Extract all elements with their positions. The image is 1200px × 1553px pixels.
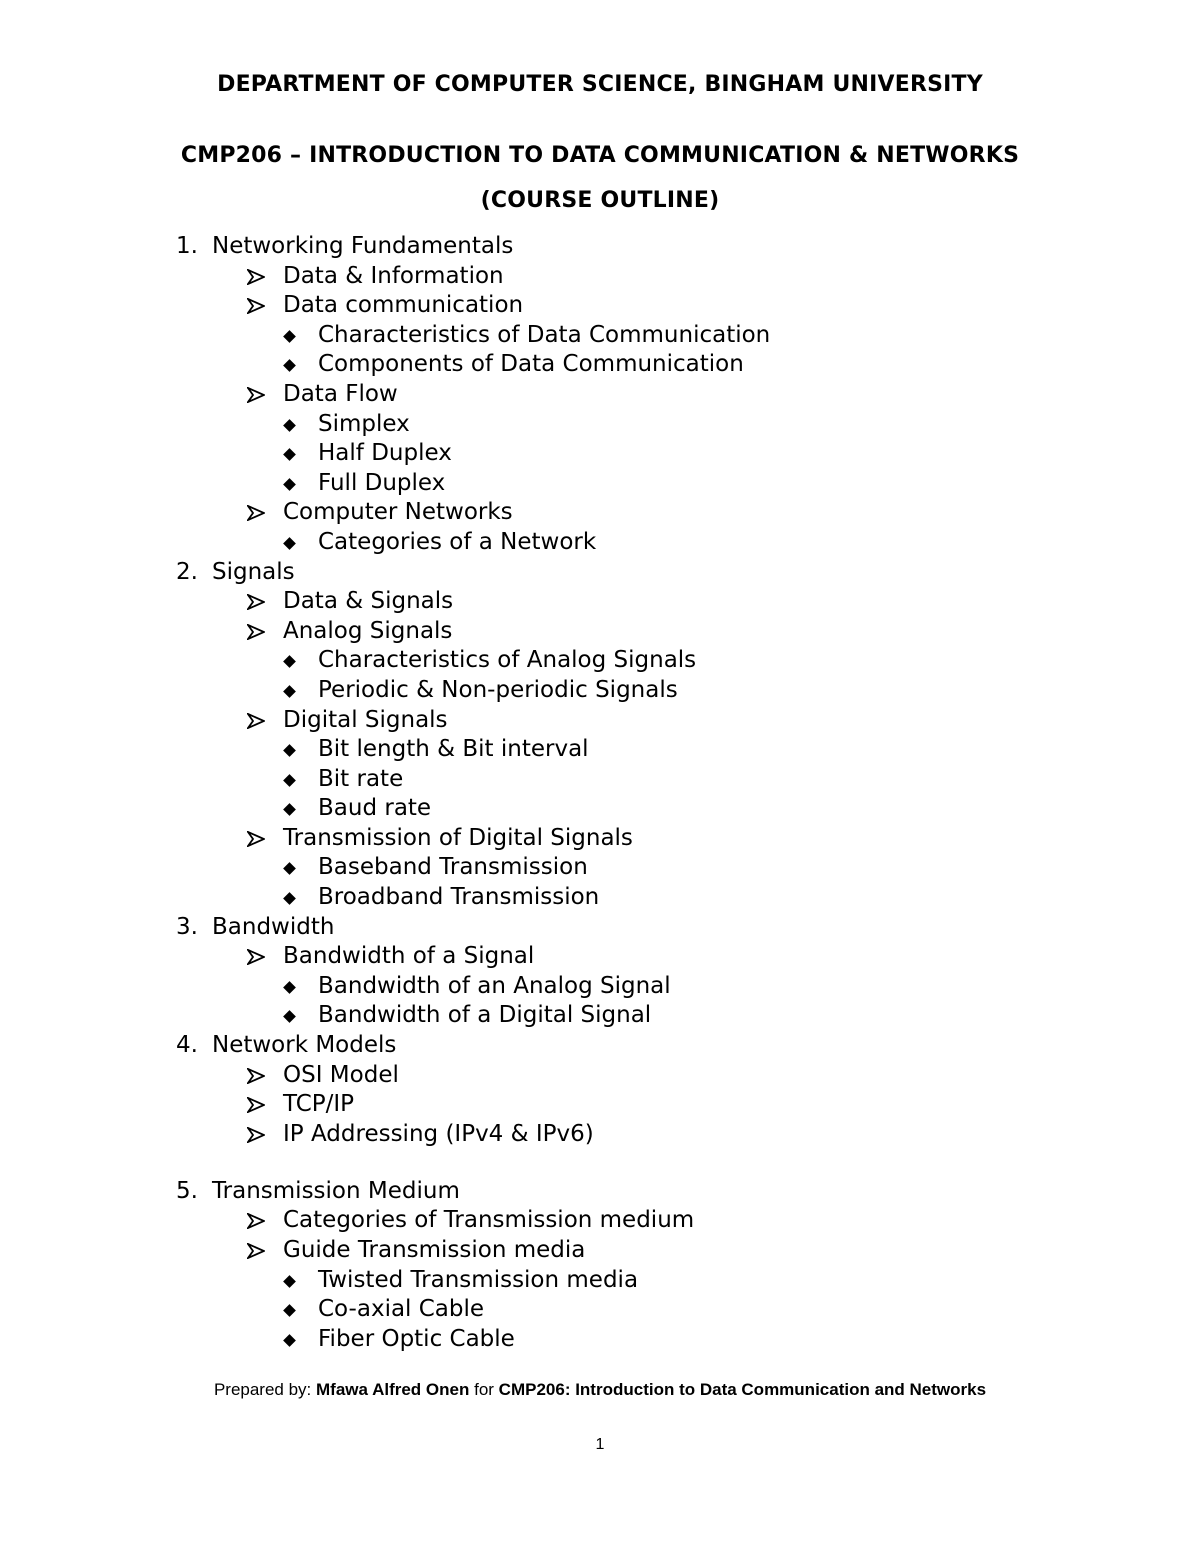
department-heading: DEPARTMENT OF COMPUTER SCIENCE, BINGHAM UNIVERSITY [217,72,983,97]
course-outline-list [0,232,1200,1354]
list-item-label: Data & Signals [283,588,454,615]
diamond-bullet-icon [283,1334,296,1347]
section-number: 5. [176,1177,198,1204]
sub-list-item-label: Periodic & Non-periodic Signals [318,676,678,703]
list-item-label: Computer Networks [283,499,513,526]
diamond-bullet-icon [283,330,296,343]
diamond-bullet-icon [283,863,296,876]
list-item-label: OSI Model [283,1061,399,1088]
section-number: 1. [176,233,198,259]
list-item-label: Data Flow [283,380,398,407]
diamond-bullet-icon [283,419,296,432]
arrow-bullet-icon [247,262,267,292]
diamond-bullet-icon [283,685,296,698]
diamond-bullet-icon [283,803,296,816]
arrow-bullet-icon [247,291,267,321]
list-item [0,291,1200,321]
sub-list-item [0,1266,1200,1296]
sub-list-item [0,321,1200,351]
sub-list-item-label: Bandwidth of an Analog Signal [318,972,671,999]
list-item-label: Digital Signals [283,706,448,733]
section-title: Network Models [212,1032,397,1059]
list-item-label: TCP/IP [283,1091,355,1118]
arrow-bullet-icon [247,1090,267,1120]
arrow-bullet-icon [247,1061,267,1091]
list-item [0,617,1200,647]
arrow-bullet-icon [247,498,267,528]
sub-list-item-label: Bit rate [318,765,404,792]
author-name: Mfawa Alfred Onen [316,1380,470,1399]
diamond-bullet-icon [283,360,296,373]
arrow-bullet-icon [247,587,267,617]
sub-list-item-label: Categories of a Network [318,528,597,555]
diamond-bullet-icon [283,892,296,905]
sub-list-item-label: Components of Data Communication [318,351,744,378]
list-item-label: Transmission of Digital Signals [283,824,633,851]
list-item [0,262,1200,292]
sub-list-item-label: Fiber Optic Cable [318,1325,515,1352]
section-heading [0,1031,1200,1061]
list-item [0,706,1200,736]
sub-list-item [0,1295,1200,1325]
diamond-bullet-icon [283,774,296,787]
sub-list-item-label: Bandwidth of a Digital Signal [318,1002,652,1029]
list-item-label: Categories of Transmission medium [283,1207,695,1234]
list-item [0,824,1200,854]
diamond-bullet-icon [283,448,296,461]
arrow-bullet-icon [247,1120,267,1150]
section-number: 2. [176,558,198,585]
sub-list-item [0,350,1200,380]
arrow-bullet-icon [247,380,267,410]
section-heading [0,558,1200,588]
list-item-label: Bandwidth of a Signal [283,943,535,970]
list-item [0,1120,1200,1150]
diamond-bullet-icon [283,1304,296,1317]
list-item [0,498,1200,528]
sub-list-item [0,972,1200,1002]
section-title: Networking Fundamentals [212,233,514,259]
diamond-bullet-icon [283,537,296,550]
sub-list-item-label: Characteristics of Data Communication [318,321,771,348]
sub-list-item [0,853,1200,883]
list-item [0,1061,1200,1091]
sub-list-item-label: Twisted Transmission media [318,1266,639,1293]
sub-list-item [0,528,1200,558]
sub-list-item-label: Full Duplex [318,469,446,496]
arrow-bullet-icon [247,617,267,647]
list-item [0,942,1200,972]
section-number: 3. [176,913,198,940]
sub-list-item-label: Baseband Transmission [318,854,588,881]
list-item [0,1090,1200,1120]
diamond-bullet-icon [283,981,296,994]
section-number: 4. [176,1032,198,1059]
sub-list-item-label: Baud rate [318,795,432,822]
diamond-bullet-icon [283,1275,296,1288]
sub-list-item [0,735,1200,765]
section-heading [0,913,1200,943]
list-item-label: Data & Information [283,262,504,289]
sub-list-item-label: Broadband Transmission [318,884,600,911]
sub-list-item [0,794,1200,824]
list-item [0,587,1200,617]
list-item-label: Data communication [283,292,524,319]
list-item [0,1206,1200,1236]
sub-list-item [0,676,1200,706]
sub-list-item [0,1001,1200,1031]
page-number: 1 [595,1436,605,1453]
list-item-label: Guide Transmission media [283,1237,586,1263]
section-heading [0,232,1200,262]
arrow-bullet-icon [247,1206,267,1236]
sub-list-item-label: Co-axial Cable [318,1296,485,1323]
diamond-bullet-icon [283,744,296,757]
course-reference: CMP206: Introduction to Data Communication and Networks [498,1380,987,1399]
arrow-bullet-icon [247,706,267,736]
course-outline-subtitle: (COURSE OUTLINE) [480,188,720,213]
list-item [0,1236,1200,1266]
sub-list-item-label: Characteristics of Analog Signals [318,647,697,674]
list-item [0,380,1200,410]
section-heading [0,1149,1200,1206]
arrow-bullet-icon [247,1236,267,1266]
sub-list-item [0,646,1200,676]
arrow-bullet-icon [247,824,267,854]
section-title: Signals [212,558,295,585]
diamond-bullet-icon [283,655,296,668]
sub-list-item [0,765,1200,795]
diamond-bullet-icon [283,478,296,491]
sub-list-item [0,410,1200,440]
sub-list-item [0,883,1200,913]
sub-list-item [0,439,1200,469]
sub-list-item-label: Half Duplex [318,440,452,467]
diamond-bullet-icon [283,1011,296,1024]
sub-list-item-label: Bit length & Bit interval [318,736,589,763]
course-title: CMP206 – INTRODUCTION TO DATA COMMUNICATION & NETWORKS [180,143,1020,168]
arrow-bullet-icon [247,942,267,972]
sub-list-item-label: Simplex [318,410,410,437]
section-title: Bandwidth [212,913,335,940]
prepared-by-label: Prepared by: [213,1380,312,1399]
list-item-label: Analog Signals [283,617,453,644]
sub-list-item [0,1325,1200,1355]
for-label: for [474,1380,494,1399]
list-item-label: IP Addressing (IPv4 & IPv6) [283,1120,594,1147]
section-title: Transmission Medium [212,1177,460,1204]
footer [0,1380,1200,1400]
sub-list-item [0,469,1200,499]
